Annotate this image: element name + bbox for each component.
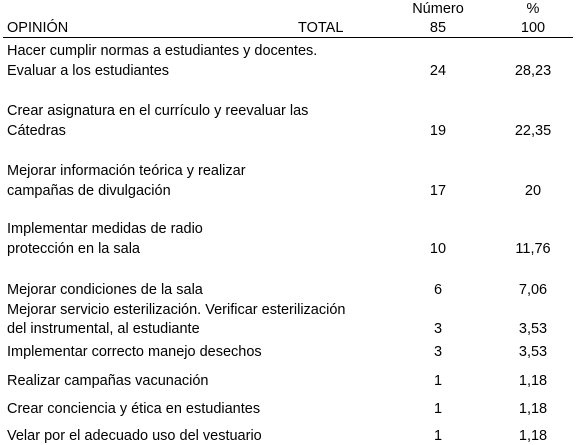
row-2-label-line-2: campañas de divulgación [7, 183, 171, 199]
row-0-label-line-2: Evaluar a los estudiantes [7, 63, 170, 79]
header-opinion: OPINIÓN [7, 20, 69, 36]
row-6-label-line-1: Implementar correcto manejo desechos [7, 344, 262, 360]
row-4-number: 6 [433, 282, 443, 298]
row-8-label-line-1: Crear conciencia y ética en estudiantes [7, 401, 261, 417]
row-0-percent: 28,23 [514, 63, 552, 79]
row-5-number: 3 [433, 321, 443, 337]
row-9-percent: 1,18 [518, 428, 548, 444]
row-3-percent: 11,76 [515, 241, 551, 257]
row-7-number: 1 [433, 373, 443, 389]
row-5-label-line-2: del instrumental, al estudiante [7, 321, 200, 337]
row-1-number: 19 [429, 123, 447, 139]
row-2-percent: 20 [524, 183, 542, 199]
header-total-percent: 100 [520, 20, 546, 36]
row-3-label-line-1: Implementar medidas de radio [7, 221, 203, 237]
row-1-label-line-1: Crear asignatura en el currículo y reevaluar las [7, 103, 309, 119]
row-1-percent: 22,35 [514, 123, 552, 139]
row-2-label-line-1: Mejorar información teórica y realizar [7, 163, 246, 179]
row-6-percent: 3,53 [518, 344, 548, 360]
row-7-label-line-1: Realizar campañas vacunación [7, 373, 209, 389]
row-0-number: 24 [429, 63, 447, 79]
row-7-percent: 1,18 [518, 373, 548, 389]
row-9-number: 1 [433, 428, 443, 444]
row-3-label-line-2: protección en la sala [7, 241, 140, 257]
row-5-percent: 3,53 [518, 321, 548, 337]
row-9-label-line-1: Velar por el adecuado uso del vestuario [7, 428, 262, 444]
header-number: Número [412, 1, 464, 17]
row-5-label-line-1: Mejorar servicio esterilización. Verificar esterilización [7, 302, 346, 318]
row-3-number: 10 [429, 241, 447, 257]
row-6-number: 3 [433, 344, 443, 360]
header-total: TOTAL [298, 20, 344, 36]
row-0-label-line-1: Hacer cumplir normas a estudiantes y docentes. [7, 43, 318, 59]
row-8-number: 1 [433, 401, 443, 417]
row-2-number: 17 [429, 183, 447, 199]
header-rule [3, 37, 573, 38]
header-total-number: 85 [429, 20, 447, 36]
row-8-percent: 1,18 [518, 401, 548, 417]
row-4-label-line-1: Mejorar condiciones de la sala [7, 282, 203, 298]
row-1-label-line-2: Cátedras [7, 123, 66, 139]
row-4-percent: 7,06 [518, 282, 548, 298]
header-percent: % [526, 1, 540, 17]
